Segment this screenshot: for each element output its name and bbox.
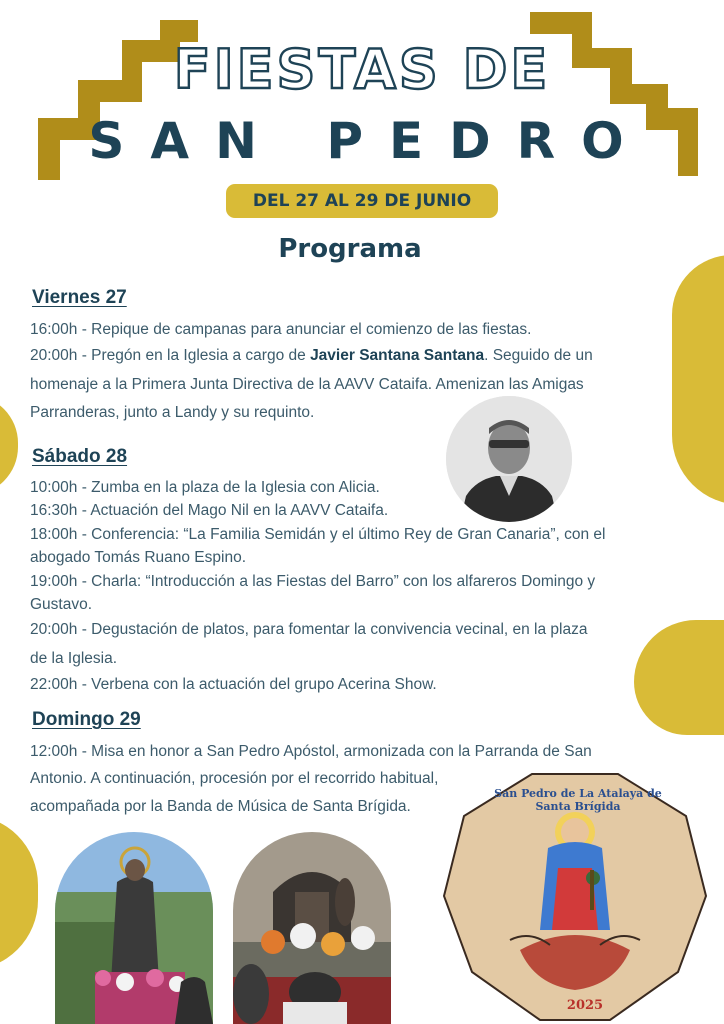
left-blob-bottom (0, 815, 38, 970)
event-line: 16:30h - Actuación del Mago Nil en la AAVV Cataifa. (30, 502, 389, 519)
event-text: 20:00h - Pregón en la Iglesia a cargo de (30, 347, 311, 364)
left-blob-top (0, 395, 18, 495)
speaker-name: Javier Santana Santana (310, 347, 485, 364)
programa-heading: Programa (278, 234, 422, 264)
event-line: 19:00h - Charla: “Introducción a las Fiestas del Barro” con los alfareros Domingo y (30, 573, 596, 590)
event-line: Parranderas, junto a Landy y su requinto. (30, 404, 315, 421)
event-line: 18:00h - Conferencia: “La Familia Semidán y el último Rey de Gran Canaria”, con el (30, 526, 606, 543)
event-line: 12:00h - Misa en honor a San Pedro Apóstol, armonizada con la Parranda de San (30, 743, 592, 760)
procession-photo (55, 832, 213, 1024)
event-line: 20:00h - Degustación de platos, para fomentar la convivencia vecinal, en la plaza (30, 621, 588, 638)
day-heading-domingo: Domingo 29 (32, 709, 141, 730)
event-text: . Seguido de un (484, 347, 593, 364)
title-san-pedro: SAN PEDRO (88, 112, 650, 170)
event-line: Gustavo. (30, 596, 93, 613)
date-badge: DEL 27 AL 29 DE JUNIO (226, 184, 498, 218)
speaker-portrait (446, 396, 572, 522)
day-heading-viernes: Viernes 27 (32, 287, 127, 308)
event-line: homenaje a la Primera Junta Directiva de la AAVV Cataifa. Amenizan las Amigas (30, 376, 584, 393)
day-heading-sabado: Sábado 28 (32, 446, 128, 467)
right-blob-top (672, 255, 724, 505)
event-line: 22:00h - Verbena con la actuación del grupo Acerina Show. (30, 676, 437, 693)
event-line: 10:00h - Zumba en la plaza de la Iglesia con Alicia. (30, 479, 380, 496)
church-photo (233, 832, 391, 1024)
event-line (30, 347, 593, 365)
badge-arc-text: San Pedro de La Atalaya de Santa Brígida (494, 787, 662, 813)
event-line: 16:00h - Repique de campanas para anunciar el comienzo de las fiestas. (30, 321, 532, 338)
event-line: abogado Tomás Ruano Espino. (30, 549, 247, 566)
badge-year: 2025 (566, 998, 604, 1013)
event-line: de la Iglesia. (30, 650, 118, 667)
event-line: Antonio. A continuación, procesión por el recorrido habitual, (30, 770, 439, 787)
title-fiestas-de: FIESTAS DE (173, 38, 551, 101)
event-line: acompañada por la Banda de Música de Santa Brígida. (30, 798, 411, 815)
right-blob-middle (634, 620, 724, 735)
